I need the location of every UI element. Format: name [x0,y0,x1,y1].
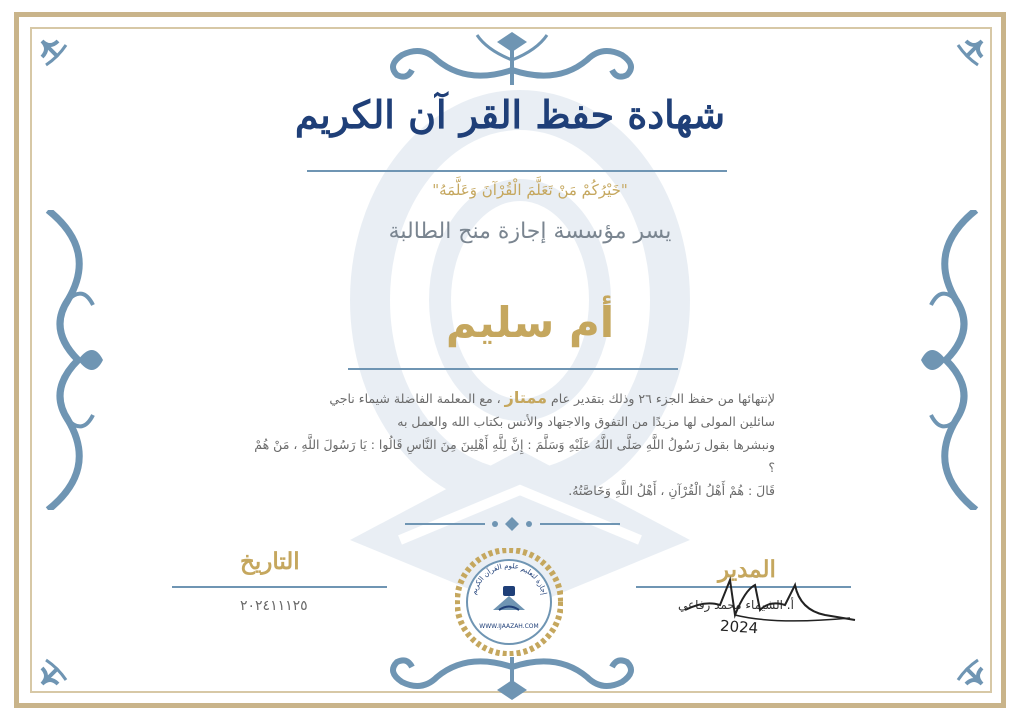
seal-arc-text: إجازة لتعليم علوم القرآن الكريم [469,561,549,596]
student-name: أم سليم [445,298,615,347]
left-side-ornament [38,210,108,510]
corner-ornament-bottom-right [946,648,986,688]
date-divider [172,586,387,588]
foundation-line: يسر مؤسسة إجازة منح الطالبة [388,219,672,244]
manager-signature [675,570,860,645]
dots-divider [405,514,620,534]
body-line-3: ونبشرها بقول رَسُولُ اللَّهِ صَلَّى اللَّهُ عَلَيْهِ وَسَلَّمَ : إِنَّ لِلَّهِ أَهْلِينَ مِنَ النَّاسِ قَالُوا : يَا رَسُولَ اللَّهِ ، مَنْ هُمْ ؟ [254,437,775,475]
hadith-quote: "خَيْرُكُمْ مَنْ تَعَلَّمَ الْقُرْآنَ وَعَلَّمَهُ" [432,181,628,199]
body-line-4: قَالَ : هُمْ أَهْلُ الْقُرْآنِ ، أَهْلُ اللَّهِ وَخَاصَّتُهُ. [568,483,775,498]
date-value: ٢٠٢٤١١١٢٥ [240,598,308,614]
watermark-emblem [310,70,730,630]
institution-seal [455,548,563,656]
body-line-1: لإنتهائها من حفظ الجزء ٢٦ وذلك بتقدير عام ممتاز ، مع المعلمة الفاضلة شيماء ناجي [329,388,775,407]
corner-ornament-top-right [946,37,986,77]
certificate-body [245,386,775,502]
corner-ornament-top-left [38,37,78,77]
bottom-center-ornament [367,652,657,702]
right-side-ornament [916,210,986,510]
title-divider [307,170,727,172]
manager-label: المدير [718,556,776,583]
seal-url: WWW.IJAAZAH.COM [479,623,539,630]
signature-year: 2024 [719,616,759,638]
body-line-2: سائلين المولى لها مزيدًا من التفوق والاجتهاد والأنس بكتاب الله والعمل به [397,414,775,429]
manager-name: أ. الشيماء محمد رفاعي [678,598,794,612]
certificate-title: شهادة حفظ القر آن الكريم [294,92,726,137]
top-center-ornament [367,30,657,90]
corner-ornament-bottom-left [38,648,78,688]
date-label: التاريخ [240,548,300,575]
name-divider [348,368,678,370]
grade-value: ممتاز [504,388,548,407]
